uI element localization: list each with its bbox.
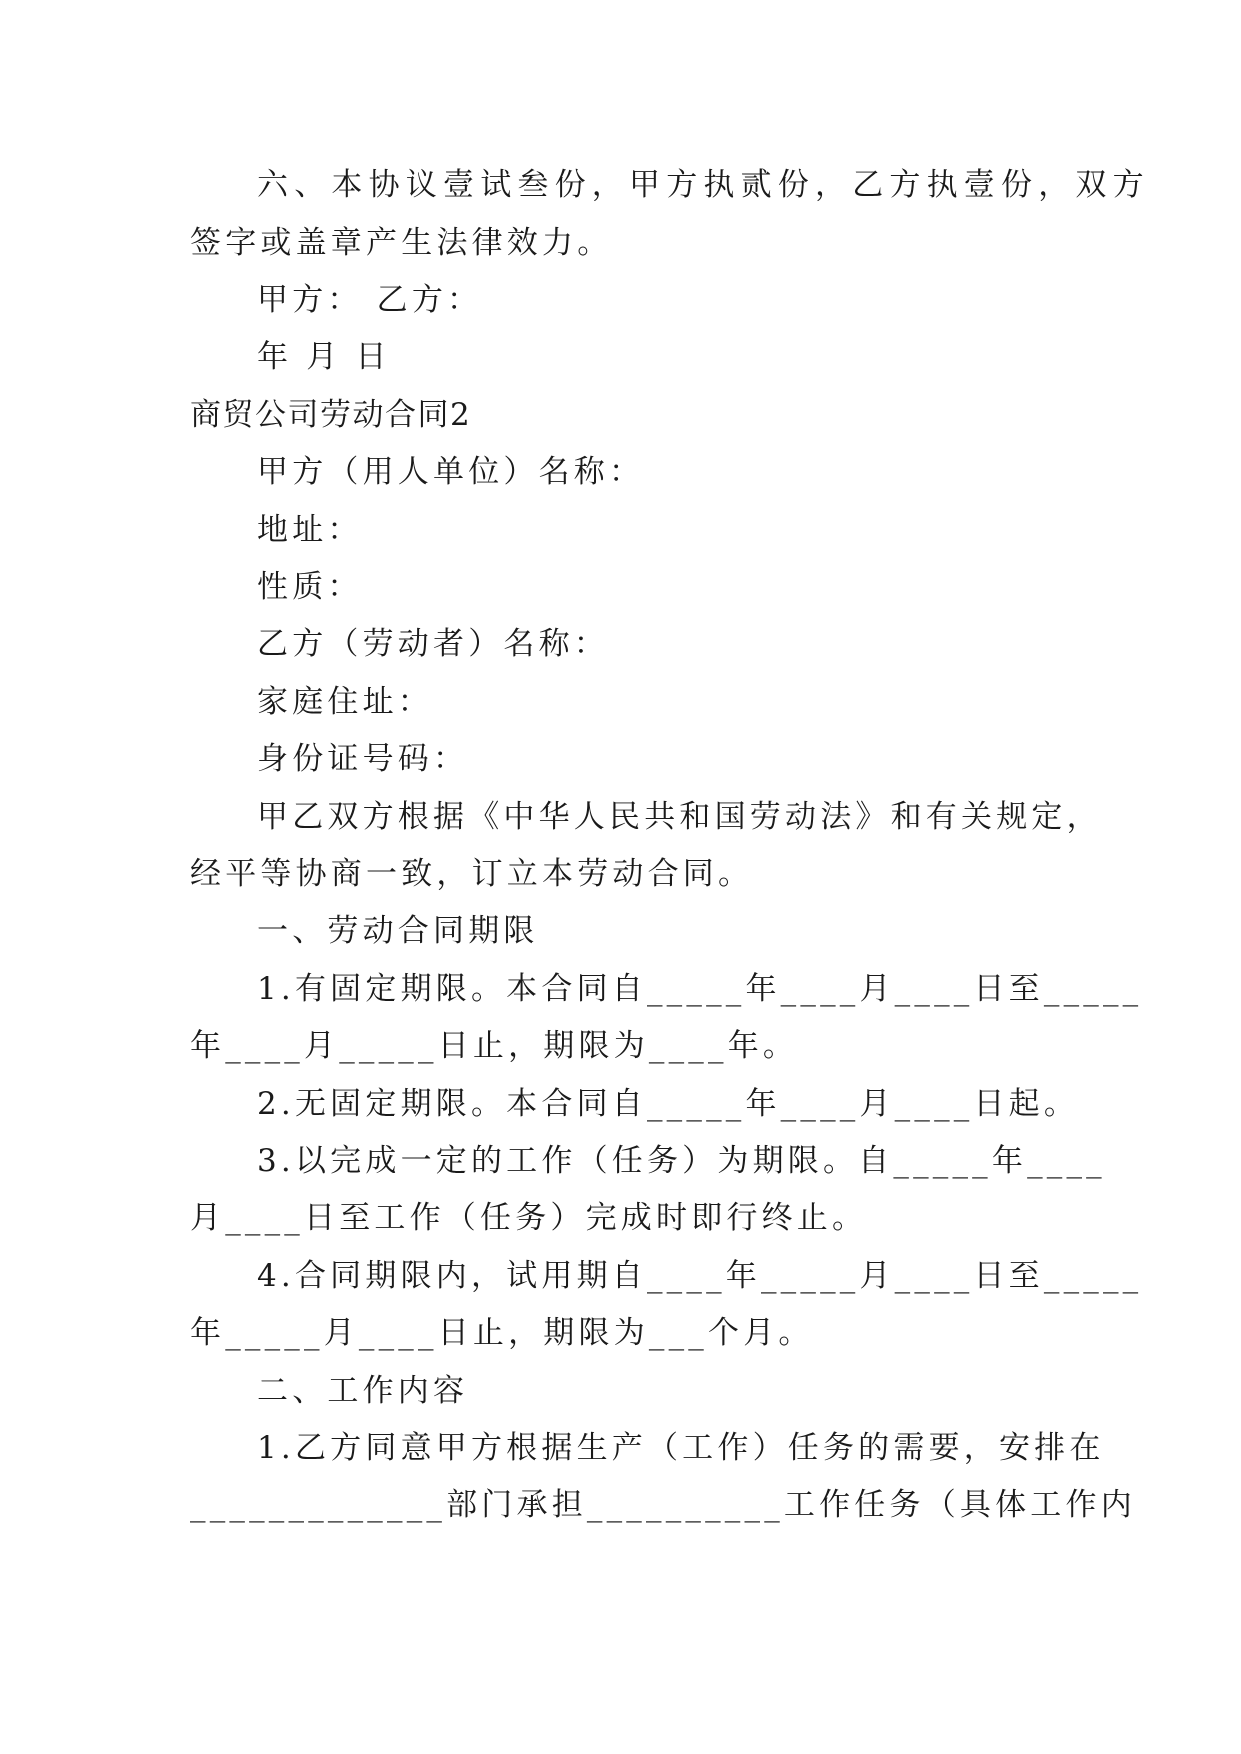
clause-six-line-1: 六、本协议壹试叁份，甲方执贰份，乙方执壹份，双方 <box>257 167 1150 203</box>
id-number-field: 身份证号码： <box>257 741 469 777</box>
clause-six-line-2: 签字或盖章产生法律效力。 <box>190 225 613 261</box>
nature-field: 性质： <box>257 569 363 605</box>
work-item-1-line-1: 1.乙方同意甲方根据生产（工作）任务的需要，安排在 <box>257 1430 1105 1466</box>
address-field: 地址： <box>257 512 363 548</box>
signature-parties: 甲方： 乙方： <box>257 282 483 318</box>
term-item-4-line-2: 年_____月____日止，期限为___个月。 <box>190 1315 814 1351</box>
term-item-1-line-1: 1.有固定期限。本合同自_____年____月____日至_____ <box>257 971 1143 1007</box>
section-heading-term: 一、劳动合同期限 <box>257 913 539 949</box>
term-item-3-line-2: 月____日至工作（任务）完成时即行终止。 <box>190 1200 868 1236</box>
section-heading-work: 二、工作内容 <box>257 1373 469 1409</box>
employer-name-field: 甲方（用人单位）名称： <box>257 454 645 490</box>
home-address-field: 家庭住址： <box>257 684 433 720</box>
employee-name-field: 乙方（劳动者）名称： <box>257 626 609 662</box>
contract-title: 商贸公司劳动合同2 <box>190 397 472 433</box>
term-item-3-line-1: 3.以完成一定的工作（任务）为期限。自_____年____ <box>257 1143 1106 1179</box>
preamble-line-1: 甲乙双方根据《中华人民共和国劳动法》和有关规定， <box>257 799 1102 835</box>
preamble-line-2: 经平等协商一致，订立本劳动合同。 <box>190 856 754 892</box>
work-item-1-line-2: _____________部门承担__________工作任务（具体工作内 <box>190 1487 1136 1523</box>
term-item-1-line-2: 年____月_____日止，期限为____年。 <box>190 1028 799 1064</box>
term-item-4-line-1: 4.合同期限内，试用期自____年_____月____日至_____ <box>257 1258 1143 1294</box>
term-item-2: 2.无固定期限。本合同自_____年____月____日起。 <box>257 1086 1080 1122</box>
signature-date: 年 月 日 <box>257 339 391 375</box>
